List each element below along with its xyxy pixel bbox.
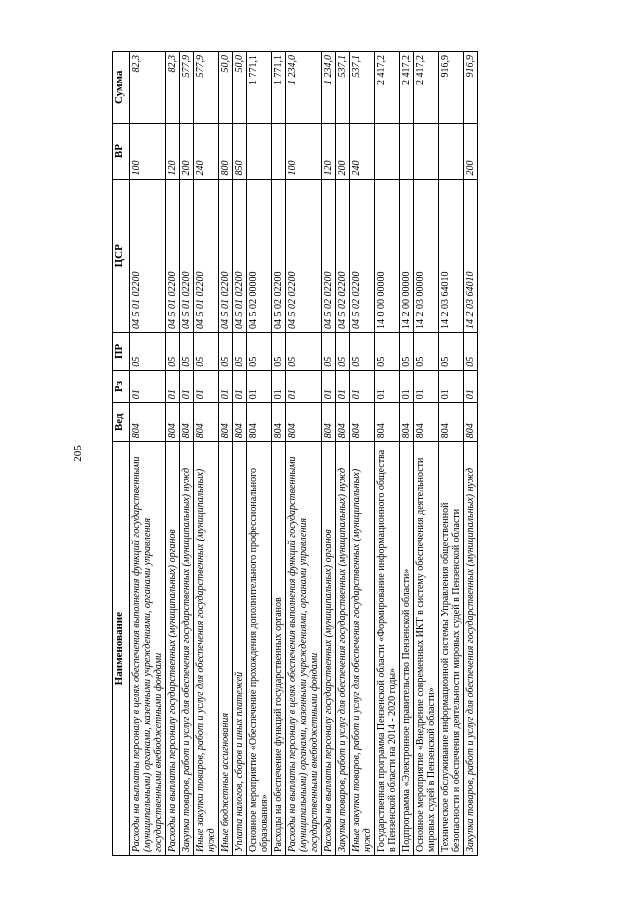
- cell-rz: 01: [464, 370, 478, 403]
- cell-pr: 05: [286, 333, 322, 371]
- cell-rz: 01: [219, 370, 233, 403]
- cell-rz: 01: [180, 370, 194, 403]
- cell-vr: [247, 123, 272, 179]
- table-row: [400, 52, 414, 856]
- table-row: [322, 52, 336, 856]
- cell-csr: 04 5 01 02200: [180, 179, 194, 333]
- cell-ved: 804: [336, 403, 350, 442]
- cell-csr: 04 5 02 02200: [272, 179, 286, 333]
- table-row: [166, 52, 180, 856]
- cell-vr: [400, 123, 414, 179]
- cell-csr: 04 5 02 00000: [247, 179, 272, 333]
- cell-pr: 05: [439, 333, 464, 371]
- cell-ved: 804: [375, 403, 400, 442]
- table-row: [350, 52, 375, 856]
- cell-sum: 1 771,1: [272, 52, 286, 124]
- cell-ved: 804: [247, 403, 272, 442]
- cell-ved: 804: [194, 403, 219, 442]
- table-header-row: [113, 52, 130, 856]
- cell-csr: 04 5 02 02200: [322, 179, 336, 333]
- cell-rz: 01: [414, 370, 439, 403]
- cell-sum: 2 417,2: [414, 52, 439, 124]
- table-row: [180, 52, 194, 856]
- table-row: [233, 52, 247, 856]
- cell-pr: 05: [130, 333, 166, 371]
- cell-ved: 804: [233, 403, 247, 442]
- cell-csr: 04 5 01 02200: [194, 179, 219, 333]
- cell-vr: 200: [336, 123, 350, 179]
- cell-csr: 04 5 01 02200: [219, 179, 233, 333]
- cell-ved: 804: [322, 403, 336, 442]
- cell-rz: 01: [336, 370, 350, 403]
- table-row: [414, 52, 439, 856]
- cell-csr: 04 5 02 02200: [286, 179, 322, 333]
- cell-ved: 804: [272, 403, 286, 442]
- cell-csr: 04 5 01 02200: [233, 179, 247, 333]
- cell-sum: 916,9: [439, 52, 464, 124]
- cell-csr: 04 5 02 02200: [350, 179, 375, 333]
- cell-vr: 120: [322, 123, 336, 179]
- cell-pr: 05: [219, 333, 233, 371]
- cell-rz: 01: [439, 370, 464, 403]
- table-row: [336, 52, 350, 856]
- cell-name: Основное мероприятие «Обеспечение прохождения дополнительного профессионального образования»: [247, 442, 272, 856]
- cell-sum: 577,9: [180, 52, 194, 124]
- cell-ved: 804: [130, 403, 166, 442]
- cell-name: Иные закупки товаров, работ и услуг для обеспечения государственных (муниципальных) нужд: [350, 442, 375, 856]
- cell-name: Закупка товаров, работ и услуг для обеспечения государственных (муниципальных) нужд: [336, 442, 350, 856]
- table-row: [272, 52, 286, 856]
- cell-pr: 05: [400, 333, 414, 371]
- cell-rz: 01: [375, 370, 400, 403]
- cell-vr: 850: [233, 123, 247, 179]
- cell-sum: 1 234,0: [322, 52, 336, 124]
- cell-ved: 804: [219, 403, 233, 442]
- table-row: [286, 52, 322, 856]
- header-ved: Вед: [113, 403, 130, 442]
- cell-sum: 2 417,2: [375, 52, 400, 124]
- cell-vr: [272, 123, 286, 179]
- cell-name: Расходы на обеспечение функций государственных органов: [272, 442, 286, 856]
- cell-name: Уплата налогов, сборов и иных платежей: [233, 442, 247, 856]
- cell-rz: 01: [247, 370, 272, 403]
- cell-sum: 537,1: [350, 52, 375, 124]
- cell-name: Техническое обслуживание информационной системы Управления общественной безопасности и обеспечения деятельности мировых судей в Пензенской области: [439, 442, 464, 856]
- header-name: Наименование: [113, 442, 130, 856]
- table-row: [464, 52, 478, 856]
- cell-name: Иные закупки товаров, работ и услуг для обеспечения государственных (муниципальных) нужд: [194, 442, 219, 856]
- cell-rz: 01: [400, 370, 414, 403]
- cell-pr: 05: [464, 333, 478, 371]
- cell-vr: 100: [286, 123, 322, 179]
- budget-table: [112, 51, 478, 856]
- cell-ved: 804: [464, 403, 478, 442]
- cell-vr: [414, 123, 439, 179]
- cell-sum: 1 234,0: [286, 52, 322, 124]
- cell-name: Закупка товаров, работ и услуг для обеспечения государственных (муниципальных) нужд: [180, 442, 194, 856]
- cell-ved: 804: [286, 403, 322, 442]
- cell-vr: 240: [350, 123, 375, 179]
- cell-pr: 05: [414, 333, 439, 371]
- table-row: [194, 52, 219, 856]
- cell-pr: 05: [350, 333, 375, 371]
- rotated-page: [72, 51, 612, 856]
- cell-pr: 05: [322, 333, 336, 371]
- cell-pr: 05: [336, 333, 350, 371]
- header-rz: Рз: [113, 370, 130, 403]
- cell-csr: 04 5 01 02200: [130, 179, 166, 333]
- cell-sum: 50,0: [233, 52, 247, 124]
- cell-sum: 82,3: [130, 52, 166, 124]
- cell-name: Иные бюджетные ассигнования: [219, 442, 233, 856]
- cell-csr: 14 2 03 64010: [439, 179, 464, 333]
- cell-csr: 04 5 01 02200: [166, 179, 180, 333]
- cell-ved: 804: [166, 403, 180, 442]
- cell-csr: 14 0 00 00000: [375, 179, 400, 333]
- cell-name: Расходы на выплаты персоналу государственных (муниципальных) органов: [166, 442, 180, 856]
- table-body: [130, 52, 478, 856]
- table-row: [375, 52, 400, 856]
- header-vr: ВР: [113, 123, 130, 179]
- cell-rz: 01: [194, 370, 219, 403]
- cell-sum: 537,1: [336, 52, 350, 124]
- cell-name: Подпрограмма «Электронное правительство Пензенской области»: [400, 442, 414, 856]
- cell-rz: 01: [130, 370, 166, 403]
- table-row: [130, 52, 166, 856]
- cell-sum: 577,9: [194, 52, 219, 124]
- cell-vr: [375, 123, 400, 179]
- cell-pr: 05: [375, 333, 400, 371]
- cell-ved: 804: [180, 403, 194, 442]
- cell-name: Закупка товаров, работ и услуг для обеспечения государственных (муниципальных) нужд: [464, 442, 478, 856]
- cell-name: Расходы на выплаты персоналу государственных (муниципальных) органов: [322, 442, 336, 856]
- cell-name: Расходы на выплаты персоналу в целях обеспечения выполнения функций государственными (муниципальными) органами, казенными учреждениями, органами управления государственными внебюджетными фондами: [130, 442, 166, 856]
- cell-ved: 804: [350, 403, 375, 442]
- cell-vr: [439, 123, 464, 179]
- cell-ved: 804: [400, 403, 414, 442]
- table-row: [247, 52, 272, 856]
- cell-pr: 05: [180, 333, 194, 371]
- table-row: [219, 52, 233, 856]
- cell-pr: 05: [247, 333, 272, 371]
- cell-pr: 05: [166, 333, 180, 371]
- cell-ved: 804: [439, 403, 464, 442]
- cell-csr: 14 2 03 64010: [464, 179, 478, 333]
- cell-rz: 01: [322, 370, 336, 403]
- cell-name: Основное мероприятие «Внедрение современных ИКТ в систему обеспечения деятельности мировых судей в Пензенской области»: [414, 442, 439, 856]
- cell-rz: 01: [350, 370, 375, 403]
- cell-vr: 200: [464, 123, 478, 179]
- table-row: [439, 52, 464, 856]
- cell-vr: 200: [180, 123, 194, 179]
- header-csr: ЦСР: [113, 179, 130, 333]
- page-number: 205: [72, 445, 84, 462]
- header-sum: Сумма: [113, 52, 130, 124]
- cell-rz: 01: [166, 370, 180, 403]
- cell-vr: 240: [194, 123, 219, 179]
- cell-sum: 82,3: [166, 52, 180, 124]
- cell-rz: 01: [272, 370, 286, 403]
- cell-sum: 1 771,1: [247, 52, 272, 124]
- cell-name: Расходы на выплаты персоналу в целях обеспечения выполнения функций государственными (муниципальными) органами, казенными учреждениями, органами управления государственными внебюджетными фондами: [286, 442, 322, 856]
- cell-csr: 04 5 02 02200: [336, 179, 350, 333]
- cell-vr: 800: [219, 123, 233, 179]
- cell-name: Государственная программа Пензенской области «Формирование информационного общества в Пензенской области на 2014 - 2020 годы»: [375, 442, 400, 856]
- cell-sum: 916,9: [464, 52, 478, 124]
- cell-rz: 01: [286, 370, 322, 403]
- cell-sum: 50,0: [219, 52, 233, 124]
- cell-pr: 05: [272, 333, 286, 371]
- cell-sum: 2 417,2: [400, 52, 414, 124]
- cell-csr: 14 2 03 00000: [414, 179, 439, 333]
- cell-vr: 120: [166, 123, 180, 179]
- cell-ved: 804: [414, 403, 439, 442]
- header-pr: ПР: [113, 333, 130, 371]
- cell-rz: 01: [233, 370, 247, 403]
- cell-csr: 14 2 00 00000: [400, 179, 414, 333]
- cell-pr: 05: [194, 333, 219, 371]
- cell-vr: 100: [130, 123, 166, 179]
- cell-pr: 05: [233, 333, 247, 371]
